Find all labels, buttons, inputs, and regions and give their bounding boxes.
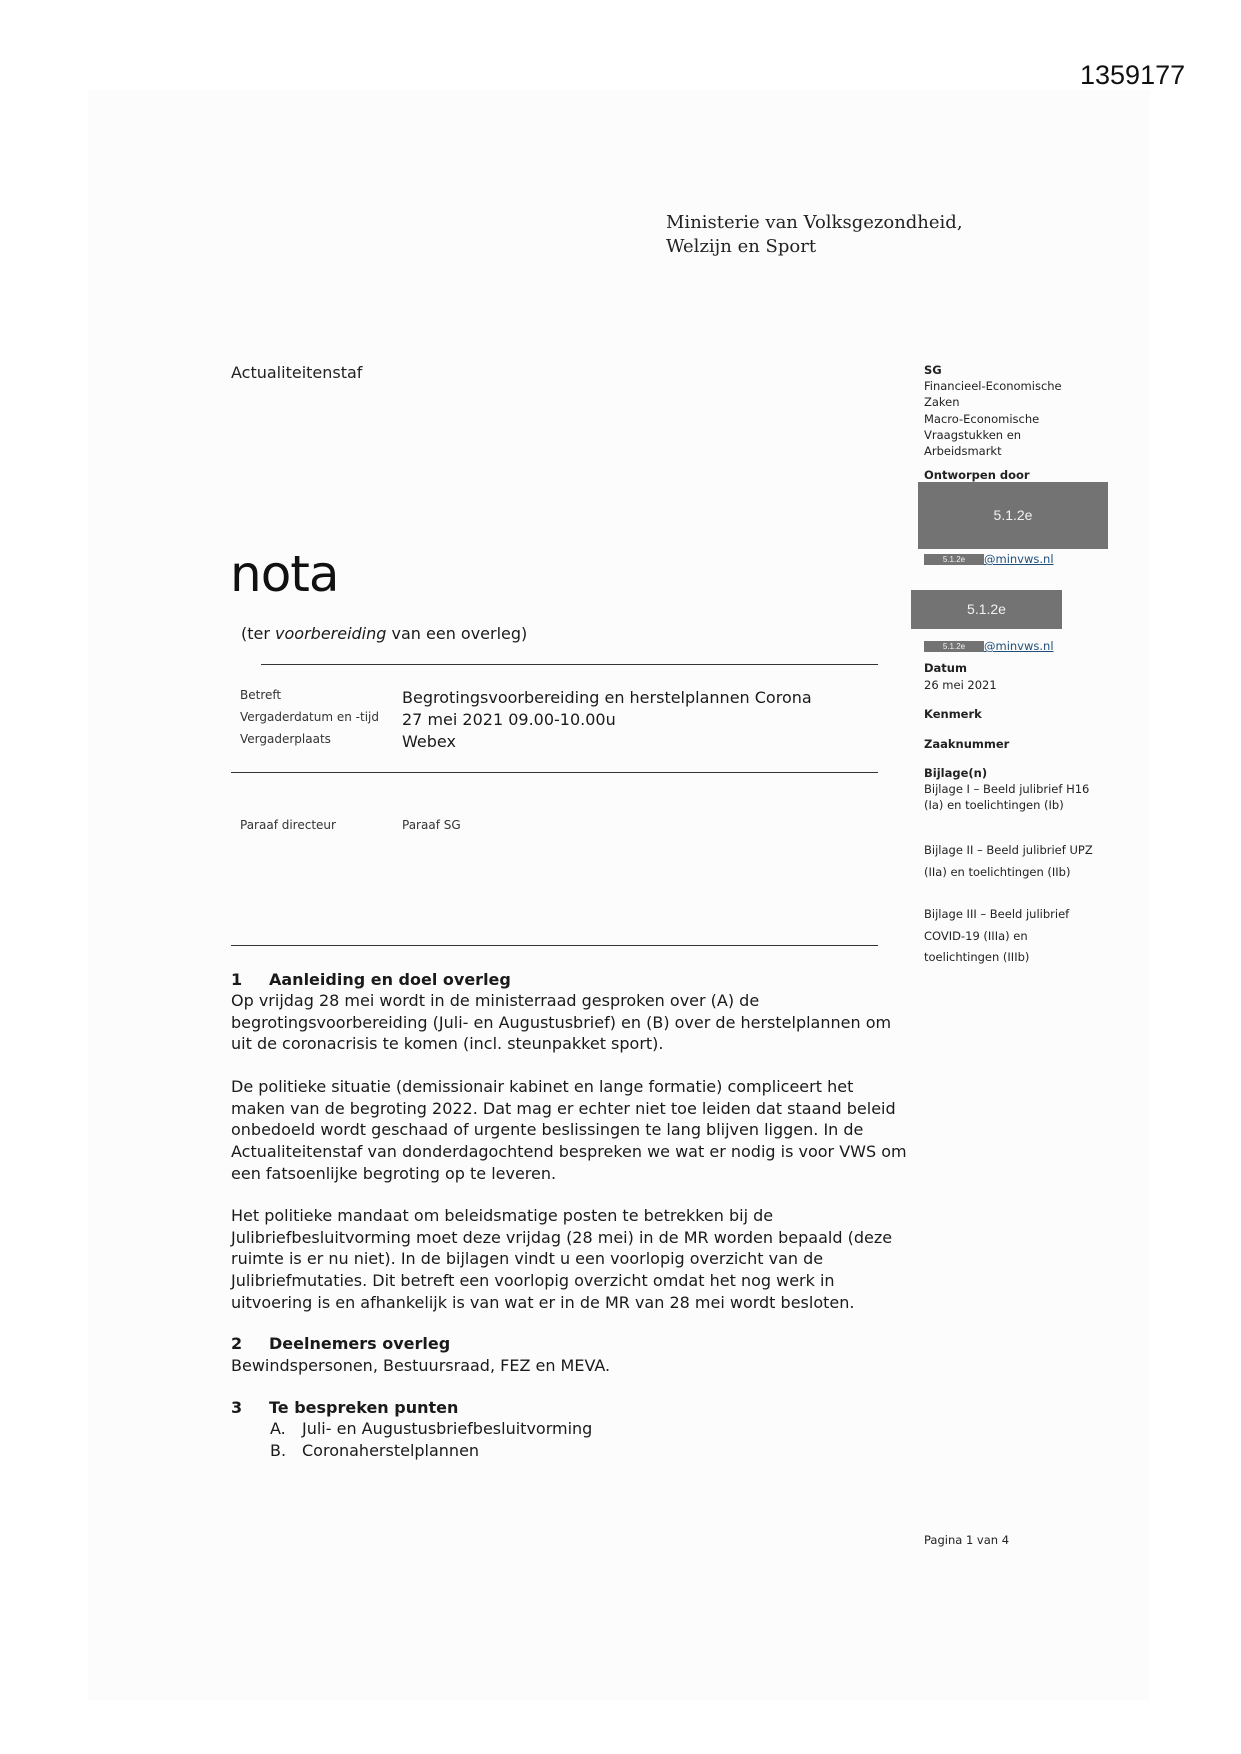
ministry-line-1: Ministerie van Volksgezondheid,: [666, 212, 963, 233]
paraaf-sg: Paraaf SG: [402, 818, 461, 832]
document-id: 1359177: [1080, 60, 1186, 90]
divider-middle: [231, 772, 878, 773]
sidebar-datum-value: 26 mei 2021: [924, 678, 997, 692]
section-1-paragraph-1: Op vrijdag 28 mei wordt in de ministerraad gesproken over (A) de begrotingsvoorbereiding (Juli- en Augustusbrief) en (B) over de herstelplannen om uit de coronacrisis te komen (incl. steunpakket sport).: [231, 991, 892, 1054]
page-scan: [88, 90, 1150, 1700]
list-item: A. Juli- en Augustusbriefbesluitvorming: [270, 1419, 593, 1438]
section-1-heading: 1 Aanleiding en doel overleg: [231, 970, 511, 989]
redaction-block: 5.1.2e: [918, 482, 1108, 549]
datum-label: Vergaderdatum en -tijd: [240, 710, 379, 724]
section-2-paragraph: Bewindspersonen, Bestuursraad, FEZ en MEVA.: [231, 1356, 611, 1375]
section-3-heading: 3 Te bespreken punten: [231, 1398, 459, 1417]
sidebar-bijlage-2: Bijlage II – Beeld julibrief UPZ (IIa) en toelichtingen (IIb): [924, 843, 1093, 879]
plaats-label: Vergaderplaats: [240, 732, 331, 746]
afdeling: Actualiteitenstaf: [231, 363, 363, 382]
sidebar-email-2: 5.1.2e @minvws.nl: [924, 638, 1054, 654]
betreft-value: Begrotingsvoorbereiding en herstelplannen Corona: [402, 688, 812, 707]
section-1-paragraph-2: De politieke situatie (demissionair kabinet en lange formatie) compliceert het maken van de begroting 2022. Dat mag er echter niet toe leiden dat staand beleid onbedoeld wordt geschaad of urgente beslissingen te lang blijven liggen. In de Actualiteitenstaf van donderdagochtend bespreken we wat er nodig is voor VWS om een fatsoenlijke begroting op te leveren.: [231, 1077, 907, 1183]
list-item: B. Coronaherstelplannen: [270, 1441, 480, 1460]
sidebar-kenmerk-label: Kenmerk: [924, 707, 982, 721]
sidebar-directie: Financieel-Economische Zaken Macro-Economische Vraagstukken en Arbeidsmarkt: [924, 379, 1062, 459]
sidebar-ontworpen-label: Ontworpen door: [924, 468, 1030, 482]
subtitle: (ter voorbereiding van een overleg): [241, 624, 528, 643]
divider-bottom: [231, 945, 878, 946]
sidebar-bijlagen-label: Bijlage(n): [924, 766, 988, 780]
sidebar-datum-label: Datum: [924, 661, 967, 675]
betreft-label: Betreft: [240, 688, 282, 702]
ministry-logo: [666, 211, 963, 259]
ministry-line-2: Welzijn en Sport: [666, 236, 817, 257]
section-1-paragraph-3: Het politieke mandaat om beleidsmatige posten te betrekken bij de Julibriefbesluitvorming moet deze vrijdag (28 mei) in de MR worden bepaald (deze ruimte is er nu niet). In de bijlagen vindt u een voorlopig overzicht van de Julibriefmutaties. Dit betreft een voorlopig overzicht omdat het nog werk in uitvoering is en afhankelijk is van wat er in de MR van 28 mei wordt besloten.: [231, 1206, 893, 1312]
paraaf-directeur: Paraaf directeur: [240, 818, 336, 832]
nota-title: nota: [230, 545, 339, 603]
page-number: Pagina 1 van 4: [924, 1533, 1010, 1547]
sidebar-bijlage-1: Bijlage I – Beeld julibrief H16 (Ia) en toelichtingen (Ib): [924, 782, 1090, 813]
plaats-value: Webex: [402, 732, 456, 751]
section-2-heading: 2 Deelnemers overleg: [231, 1334, 451, 1353]
redaction-block: 5.1.2e: [911, 590, 1062, 629]
datum-value: 27 mei 2021 09.00-10.00u: [402, 710, 616, 729]
divider-top: [261, 664, 878, 665]
sidebar-unit: SG: [924, 363, 942, 377]
sidebar-zaaknummer-label: Zaaknummer: [924, 737, 1010, 751]
sidebar-bijlage-3: Bijlage III – Beeld julibrief COVID-19 (IIIa) en toelichtingen (IIIb): [924, 907, 1070, 964]
sidebar-email-1: 5.1.2e @minvws.nl: [924, 551, 1054, 567]
